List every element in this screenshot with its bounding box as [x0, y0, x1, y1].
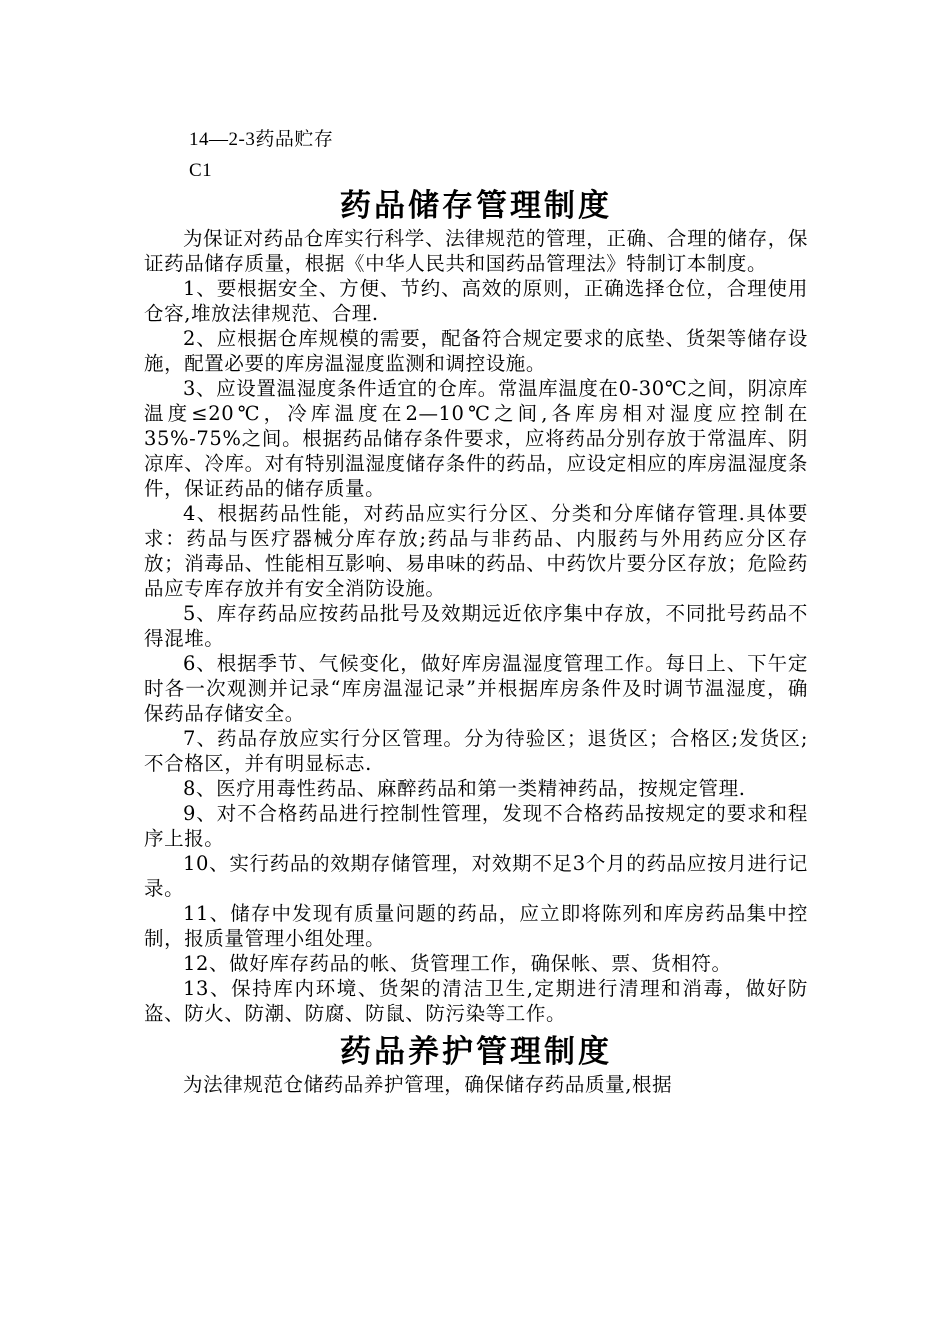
rule-paragraph-11: 11、储存中发现有质量问题的药品，应立即将陈列和库房药品集中控制，报质量管理小组处理。: [144, 902, 808, 950]
rule-paragraph-8: 8、医疗用毒性药品、麻醉药品和第一类精神药品，按规定管理.: [183, 777, 746, 800]
intro-paragraph: 为保证对药品仓库实行科学、法律规范的管理，正确、合理的储存，保证药品储存质量，根据《中华人民共和国药品管理法》特制订本制度。: [144, 227, 808, 275]
rule-paragraph-1: 1、要根据安全、方便、节约、高效的原则，正确选择仓位，合理使用仓容,堆放法律规范、合理.: [144, 277, 808, 325]
rule-paragraph-5: 5、库存药品应按药品批号及效期远近依序集中存放，不同批号药品不得混堆。: [144, 602, 808, 650]
rule-paragraph-7: 7、药品存放应实行分区管理。分为待验区；退货区；合格区;发货区;不合格区，并有明显标志.: [144, 727, 808, 775]
document-code: 14—2-3药品贮存: [189, 129, 334, 150]
rule-paragraph-3: 3、应设置温湿度条件适宜的仓库。常温库温度在0-30℃之间，阴凉库温度≤20℃，冷库温度在2—10℃之间,各库房相对湿度应控制在35%-75%之间。根据药品储存条件要求，应将药品分别存放于常温库、阴凉库、冷库。对有特别温湿度储存条件的药品，应设定相应的库房温湿度条件，保证药品的储存质量。: [144, 377, 808, 500]
document-page: [144, 124, 808, 1097]
rule-paragraph-9: 9、对不合格药品进行控制性管理，发现不合格药品按规定的要求和程序上报。: [144, 802, 808, 850]
maintenance-intro-paragraph: 为法律规范仓储药品养护管理，确保储存药品质量,根据: [183, 1073, 673, 1096]
rule-paragraph-10: 10、实行药品的效期存储管理，对效期不足3个月的药品应按月进行记录。: [144, 852, 808, 900]
section-title-maintenance: 药品养护管理制度: [340, 1034, 612, 1070]
rule-paragraph-6: 6、根据季节、气候变化，做好库房温湿度管理工作。每日上、下午定时各一次观测并记录“库房温湿记录”并根据库房条件及时调节温湿度，确保药品存储安全。: [144, 652, 808, 725]
rule-paragraph-2: 2、应根据仓库规模的需要，配备符合规定要求的底垫、货架等储存设施，配置必要的库房温湿度监测和调控设施。: [144, 327, 808, 375]
rule-paragraph-4: 4、根据药品性能，对药品应实行分区、分类和分库储存管理.具体要求：药品与医疗器械分库存放;药品与非药品、内服药与外用药应分区存放；消毒品、性能相互影响、易串味的药品、中药饮片要分区存放；危险药品应专库存放并有安全消防设施。: [144, 502, 808, 600]
rule-paragraph-13: 13、保持库内环境、货架的清洁卫生,定期进行清理和消毒，做好防盗、防火、防潮、防腐、防鼠、防污染等工作。: [144, 977, 808, 1025]
document-sub-code: C1: [189, 160, 213, 181]
section-title-storage: 药品储存管理制度: [340, 188, 612, 224]
rule-paragraph-12: 12、做好库存药品的帐、货管理工作，确保帐、票、货相符。: [183, 952, 732, 975]
